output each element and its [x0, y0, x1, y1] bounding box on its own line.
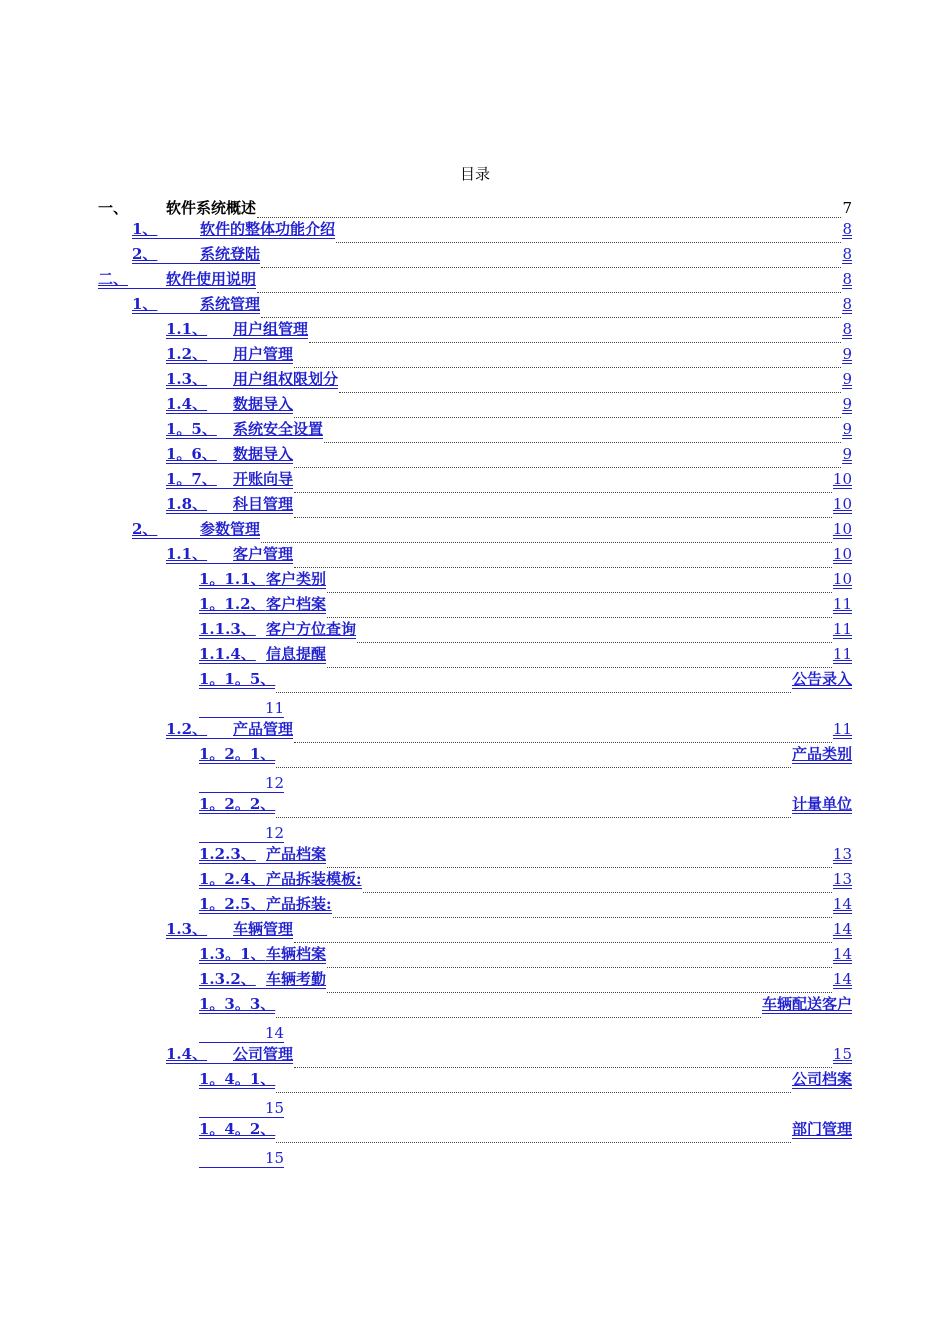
- toc-leader-dots: [294, 503, 832, 518]
- toc-leader-dots: [276, 1128, 791, 1143]
- toc-entry-continuation[interactable]: [0, 1146, 950, 1171]
- toc-entry-title: 系统管理: [200, 295, 261, 313]
- toc-leader-dots: [276, 803, 791, 818]
- toc-entry-title: 客户类别: [266, 570, 327, 588]
- toc-entry[interactable]: [0, 371, 950, 396]
- toc-entry-title: 用户组权限划分: [233, 370, 339, 388]
- toc-entry-title: 计量单位: [791, 795, 852, 813]
- toc-entry[interactable]: [0, 871, 950, 896]
- toc-entry-page: 11: [832, 645, 852, 663]
- toc-entry-line: [199, 646, 852, 671]
- toc-entry-title: 开账向导: [233, 470, 294, 488]
- toc-entry-page-number: 12: [199, 775, 284, 793]
- toc-leader-dots: [261, 303, 841, 318]
- toc-entry-line: [166, 396, 852, 421]
- toc-entry-continuation[interactable]: [0, 821, 950, 846]
- toc-entry-number: 1.4、: [166, 1046, 233, 1064]
- toc-entry[interactable]: [0, 896, 950, 921]
- toc-entry-page: 10: [832, 545, 852, 563]
- toc-entry-line: [199, 796, 852, 821]
- toc-entry-number: 1。2.5、: [199, 895, 266, 913]
- toc-entry[interactable]: [0, 1046, 950, 1071]
- toc-leader-dots: [327, 978, 832, 993]
- toc-entry-line: [132, 296, 852, 321]
- toc-entry-title: 产品拆装:: [266, 895, 332, 913]
- toc-entry-page: [199, 696, 284, 721]
- toc-entry-title: 系统安全设置: [233, 420, 324, 438]
- toc-entry-page: [199, 1146, 284, 1171]
- toc-entry-page: 9: [842, 370, 852, 388]
- toc-entry-line: [166, 471, 852, 496]
- toc-leader-dots: [261, 253, 841, 268]
- toc-leader-dots: [294, 403, 841, 418]
- toc-entry-title: 用户组管理: [233, 320, 309, 338]
- toc-entry-title: 客户方位查询: [266, 620, 357, 638]
- toc-entry-page: 14: [832, 945, 852, 963]
- toc-entry-number: 2、: [132, 521, 200, 539]
- toc-entry-number: 1.1.3、: [199, 621, 266, 639]
- toc-entry-line: [199, 896, 852, 921]
- toc-entry-number: 1.1、: [166, 546, 233, 564]
- toc-entry-page-number: 12: [199, 825, 284, 843]
- toc-entry-line: [98, 196, 852, 221]
- toc-entry-number: 1.3.2、: [199, 971, 266, 989]
- toc-entry[interactable]: [0, 671, 950, 696]
- toc-entry[interactable]: [0, 546, 950, 571]
- toc-entry[interactable]: [0, 396, 950, 421]
- toc-leader-dots: [327, 578, 832, 593]
- toc-entry[interactable]: [0, 421, 950, 446]
- toc-leader-dots: [294, 1053, 832, 1068]
- toc-leader-dots: [294, 353, 841, 368]
- toc-entry-page: 14: [832, 920, 852, 938]
- toc-entry-page: 8: [842, 245, 852, 263]
- toc-entry-title: 公司管理: [233, 1045, 294, 1063]
- toc-leader-dots: [324, 428, 841, 443]
- toc-entry[interactable]: [0, 996, 950, 1021]
- toc-entry-number: 1。4。2、: [199, 1120, 276, 1138]
- toc-entry-title: 信息提醒: [266, 645, 327, 663]
- toc-entry-line: [166, 721, 852, 746]
- toc-entry-page: 11: [832, 620, 852, 638]
- toc-entry-line: [166, 371, 852, 396]
- toc-entry-number: 1.3、: [166, 371, 233, 389]
- toc-entry[interactable]: [0, 1071, 950, 1096]
- toc-entry[interactable]: [0, 521, 950, 546]
- toc-entry-page: 13: [832, 870, 852, 888]
- toc-entry-title: 用户管理: [233, 345, 294, 363]
- toc-entry-number: 1.2.3、: [199, 846, 266, 864]
- toc-entry[interactable]: [0, 721, 950, 746]
- toc-entry-number: 1.8、: [166, 496, 233, 514]
- toc-entry-line: [199, 996, 852, 1021]
- toc-entry-continuation[interactable]: [0, 1096, 950, 1121]
- toc-entry-page: [199, 1096, 284, 1121]
- toc-entry-title: 公司档案: [791, 1070, 852, 1088]
- toc-entry-page: 10: [832, 495, 852, 513]
- toc-entry-number: 1。4。1、: [199, 1070, 276, 1088]
- toc-leader-dots: [276, 1078, 791, 1093]
- toc-entry-title: 软件系统概述: [166, 199, 257, 217]
- toc-leader-dots: [339, 378, 841, 393]
- toc-entry-title: 部门管理: [791, 1120, 852, 1138]
- toc-leader-dots: [276, 753, 791, 768]
- toc-entry[interactable]: [0, 246, 950, 271]
- toc-entry[interactable]: [0, 446, 950, 471]
- toc-leader-dots: [336, 228, 841, 243]
- table-of-contents: [0, 196, 950, 1171]
- toc-entry-title: 客户档案: [266, 595, 327, 613]
- toc-entry-page: 11: [832, 595, 852, 613]
- toc-entry-number: 1.1.4、: [199, 646, 266, 664]
- toc-entry-title: 车辆配送客户: [761, 995, 852, 1013]
- toc-entry-number: 1。6、: [166, 446, 233, 464]
- toc-entry[interactable]: [0, 321, 950, 346]
- toc-leader-dots: [363, 878, 832, 893]
- toc-entry-page-number: 11: [199, 700, 284, 718]
- toc-leader-dots: [309, 328, 841, 343]
- toc-entry-line: [166, 321, 852, 346]
- toc-entry-page: 14: [832, 970, 852, 988]
- toc-entry-page: [199, 1021, 284, 1046]
- toc-entry[interactable]: [0, 221, 950, 246]
- toc-entry-page: 9: [842, 420, 852, 438]
- toc-leader-dots: [294, 928, 832, 943]
- toc-entry-line: [132, 221, 852, 246]
- toc-leader-dots: [327, 653, 832, 668]
- toc-entry-title: 数据导入: [233, 395, 294, 413]
- toc-entry[interactable]: [0, 471, 950, 496]
- toc-entry-number: 1。5、: [166, 421, 233, 439]
- toc-entry-line: [166, 421, 852, 446]
- toc-entry-line: [166, 446, 852, 471]
- toc-entry-line: [166, 546, 852, 571]
- toc-entry[interactable]: [0, 496, 950, 521]
- toc-entry[interactable]: [0, 746, 950, 771]
- toc-leader-dots: [257, 278, 841, 293]
- toc-entry-title: 车辆管理: [233, 920, 294, 938]
- toc-entry-line: [199, 596, 852, 621]
- toc-entry-title: 产品拆装模板:: [266, 870, 362, 888]
- toc-entry-page: 10: [832, 520, 852, 538]
- toc-entry-title: 数据导入: [233, 445, 294, 463]
- toc-entry-line: [199, 746, 852, 771]
- toc-entry-number: 二、: [98, 271, 166, 289]
- toc-entry[interactable]: [0, 796, 950, 821]
- toc-entry-title: 产品类别: [791, 745, 852, 763]
- toc-leader-dots: [276, 678, 791, 693]
- toc-entry-number: 1.2、: [166, 346, 233, 364]
- toc-entry-line: [199, 1121, 852, 1146]
- toc-entry-line: [199, 671, 852, 696]
- toc-leader-dots: [327, 603, 832, 618]
- toc-entry[interactable]: [0, 921, 950, 946]
- toc-entry[interactable]: [0, 571, 950, 596]
- toc-entry-line: [166, 496, 852, 521]
- toc-entry-title: 系统登陆: [200, 245, 261, 263]
- toc-entry-number: 1.3。1、: [199, 945, 266, 963]
- toc-entry-number: 1.2、: [166, 721, 233, 739]
- toc-entry[interactable]: [0, 346, 950, 371]
- toc-entry-number: 1.4、: [166, 396, 233, 414]
- toc-entry-line: [199, 946, 852, 971]
- toc-leader-dots: [294, 553, 832, 568]
- toc-entry-page: 8: [842, 295, 852, 313]
- toc-leader-dots: [294, 478, 832, 493]
- toc-entry-line: [199, 621, 852, 646]
- toc-leader-dots: [294, 728, 832, 743]
- toc-leader-dots: [327, 853, 832, 868]
- toc-entry-number: 1。1。5、: [199, 670, 276, 688]
- toc-entry-number: 1、: [132, 296, 200, 314]
- toc-entry[interactable]: [0, 646, 950, 671]
- toc-entry-continuation[interactable]: [0, 1021, 950, 1046]
- toc-entry-continuation[interactable]: [0, 696, 950, 721]
- toc-entry-page-number: 15: [199, 1100, 284, 1118]
- toc-entry-page: 9: [842, 445, 852, 463]
- toc-entry-number: 1。1.1、: [199, 570, 266, 588]
- toc-entry-number: 1。7、: [166, 471, 233, 489]
- toc-entry-page: [199, 821, 284, 846]
- toc-entry-line: [166, 921, 852, 946]
- toc-entry-continuation[interactable]: [0, 771, 950, 796]
- toc-entry-line: [199, 571, 852, 596]
- toc-entry[interactable]: [0, 596, 950, 621]
- toc-leader-dots: [357, 628, 832, 643]
- toc-leader-dots: [327, 953, 832, 968]
- toc-entry-title: 软件的整体功能介绍: [200, 220, 336, 238]
- toc-entry-page-number: 15: [199, 1150, 284, 1168]
- toc-leader-dots: [333, 903, 832, 918]
- toc-entry-number: 1。2。1、: [199, 745, 276, 763]
- toc-entry-number: 一、: [98, 199, 129, 217]
- toc-entry-number: 1。1.2、: [199, 595, 266, 613]
- toc-entry-title: 科目管理: [233, 495, 294, 513]
- toc-entry-number: 1.1、: [166, 321, 233, 339]
- toc-entry: [0, 196, 950, 221]
- toc-entry-page: 8: [842, 270, 852, 288]
- toc-entry-number: 1。3。3、: [199, 995, 276, 1013]
- toc-entry-title: 车辆考勤: [266, 970, 327, 988]
- toc-entry-page: 7: [842, 199, 852, 217]
- toc-entry-title: 产品档案: [266, 845, 327, 863]
- toc-entry-title: 软件使用说明: [166, 270, 257, 288]
- toc-entry[interactable]: [0, 946, 950, 971]
- toc-leader-dots: [261, 528, 832, 543]
- toc-entry-page: 11: [832, 720, 852, 738]
- toc-entry-page: 14: [832, 895, 852, 913]
- toc-entry-title: 公告录入: [791, 670, 852, 688]
- toc-leader-dots: [257, 203, 841, 218]
- toc-entry-line: [166, 346, 852, 371]
- toc-entry-page: 9: [842, 345, 852, 363]
- toc-entry-page: 10: [832, 570, 852, 588]
- toc-entry-page: 10: [832, 470, 852, 488]
- toc-entry-line: [199, 971, 852, 996]
- toc-entry-number: 1。2。2、: [199, 795, 276, 813]
- toc-entry-page: 15: [832, 1045, 852, 1063]
- toc-entry-page: 9: [842, 395, 852, 413]
- toc-entry-line: [199, 1071, 852, 1096]
- toc-entry[interactable]: [0, 846, 950, 871]
- toc-entry[interactable]: [0, 271, 950, 296]
- toc-leader-dots: [294, 453, 841, 468]
- toc-entry[interactable]: [0, 971, 950, 996]
- toc-entry-line: [199, 846, 852, 871]
- toc-entry-line: [132, 246, 852, 271]
- toc-entry-number: 1、: [132, 221, 200, 239]
- toc-entry-page-number: 14: [199, 1025, 284, 1043]
- toc-entry-title: 参数管理: [200, 520, 261, 538]
- toc-entry-number: 1。2.4、: [199, 870, 266, 888]
- toc-entry-page: 8: [842, 320, 852, 338]
- toc-entry-line: [132, 521, 852, 546]
- toc-entry-line: [166, 1046, 852, 1071]
- toc-entry-number: 2、: [132, 246, 200, 264]
- toc-entry[interactable]: [0, 296, 950, 321]
- toc-entry-page: 13: [832, 845, 852, 863]
- toc-entry-page: 8: [842, 220, 852, 238]
- toc-entry-number: 1.3、: [166, 921, 233, 939]
- toc-leader-dots: [276, 1003, 761, 1018]
- toc-entry[interactable]: [0, 1121, 950, 1146]
- toc-entry-title: 产品管理: [233, 720, 294, 738]
- toc-entry[interactable]: [0, 621, 950, 646]
- toc-entry-title: 客户管理: [233, 545, 294, 563]
- toc-entry-page: [199, 771, 284, 796]
- toc-entry-title: 车辆档案: [266, 945, 327, 963]
- toc-entry-line: [199, 871, 852, 896]
- toc-title: 目录: [459, 165, 490, 183]
- toc-entry-line: [98, 271, 852, 296]
